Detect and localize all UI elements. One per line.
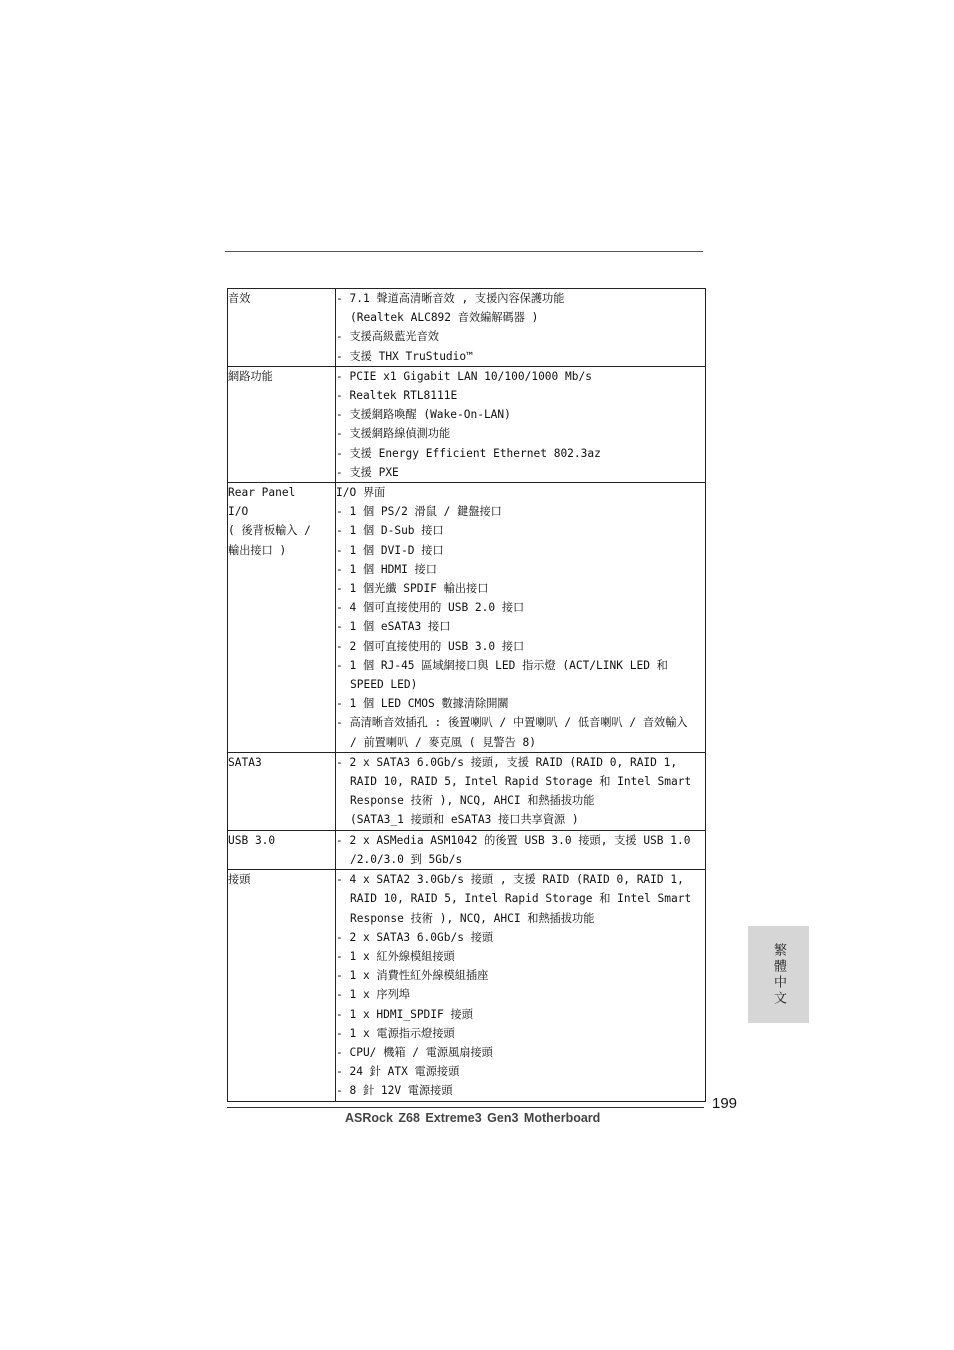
spec-row (228, 366, 706, 482)
footer-title: ASRock Z68 Extreme3 Gen3 Motherboard (345, 1111, 601, 1125)
spec-line: RAID 10, RAID 5, Intel Rapid Storage 和 Intel Smart (350, 892, 692, 906)
spec-line: (SATA3_1 接頭和 eSATA3 接口共享資源 ) (350, 813, 579, 827)
spec-label-cell (228, 366, 336, 482)
spec-line: - 1 個光纖 SPDIF 輸出接口 (336, 582, 489, 596)
language-tab (748, 926, 809, 1023)
spec-line: - 高清晰音效插孔 : 後置喇叭 / 中置喇叭 / 低音喇叭 / 音效輸入 (336, 716, 688, 730)
spec-label-cell (228, 752, 336, 830)
spec-line: - 支援網路喚醒 (Wake-On-LAN) (336, 408, 511, 422)
spec-label-line: USB 3.0 (228, 833, 276, 847)
spec-row (228, 752, 706, 830)
spec-line: - 支援 Energy Efficient Ethernet 802.3az (336, 446, 601, 460)
spec-line: - 1 x 電源指示燈接頭 (336, 1026, 455, 1040)
header-rule (225, 251, 703, 252)
spec-label-line: ( 後背板輸入 / (228, 524, 311, 538)
spec-line: Response 技術 ), NCQ, AHCI 和熱插拔功能 (350, 911, 595, 925)
spec-line: - 1 個 PS/2 滑鼠 / 鍵盤接口 (336, 505, 502, 519)
spec-line: - 2 個可直接使用的 USB 3.0 接口 (336, 639, 525, 653)
spec-content-cell (336, 483, 706, 753)
spec-label-line: 輸出接口 ) (228, 543, 287, 557)
spec-row (228, 289, 706, 367)
spec-line: Response 技術 ), NCQ, AHCI 和熱插拔功能 (350, 794, 595, 808)
spec-line: - 8 針 12V 電源接頭 (336, 1084, 453, 1098)
spec-line: - 支援 THX TruStudio™ (336, 349, 473, 363)
spec-line: I/O 界面 (336, 486, 386, 500)
spec-line: SPEED LED) (350, 678, 418, 692)
spec-line: /2.0/3.0 到 5Gb/s (350, 852, 463, 866)
spec-content-cell (336, 366, 706, 482)
spec-line: - PCIE x1 Gigabit LAN 10/100/1000 Mb/s (336, 369, 592, 383)
spec-line: - 1 個 D-Sub 接口 (336, 524, 444, 538)
spec-line: - 支援高級藍光音效 (336, 330, 439, 344)
spec-label-line: 音效 (228, 292, 251, 305)
language-tab-label: 繁體中文 (771, 942, 786, 1007)
spec-label-cell (228, 289, 336, 367)
spec-label-line: SATA3 (228, 755, 262, 769)
spec-line: - 1 個 HDMI 接口 (336, 562, 437, 576)
spec-line: - 支援網路線偵測功能 (336, 427, 451, 441)
spec-line: - 1 x 消費性紅外線模組插座 (336, 969, 489, 983)
spec-line: - 1 個 RJ-45 區域網接口與 LED 指示燈 (ACT/LINK LED 和 (336, 658, 668, 672)
page-number: 199 (712, 1095, 738, 1112)
footer-rule (227, 1107, 704, 1108)
spec-line: - 1 個 LED CMOS 數據清除開關 (336, 697, 509, 711)
spec-table-body (228, 289, 706, 1102)
spec-line: - Realtek RTL8111E (336, 389, 458, 403)
spec-line: - 1 個 eSATA3 接口 (336, 620, 451, 634)
spec-label-line: 網路功能 (228, 369, 273, 383)
spec-line: - 7.1 聲道高清晰音效 , 支援內容保護功能 (336, 292, 565, 305)
spec-content-cell (336, 289, 706, 367)
spec-table (227, 288, 706, 1102)
spec-line: - 4 個可直接使用的 USB 2.0 接口 (336, 601, 525, 615)
spec-line: - 4 x SATA2 3.0Gb/s 接頭 , 支援 RAID (RAID 0, RAID 1, (336, 873, 684, 887)
spec-line: RAID 10, RAID 5, Intel Rapid Storage 和 Intel Smart (350, 775, 692, 789)
spec-label-cell (228, 870, 336, 1101)
spec-content-cell (336, 870, 706, 1101)
spec-row (228, 870, 706, 1101)
spec-line: / 前置喇叭 / 麥克風 ( 見警告 8) (350, 735, 536, 749)
spec-content-cell (336, 752, 706, 830)
spec-line: - 24 針 ATX 電源接頭 (336, 1065, 460, 1079)
spec-line: - 1 x 序列埠 (336, 988, 410, 1002)
spec-label-line: I/O (228, 505, 249, 519)
spec-label-cell (228, 483, 336, 753)
spec-label-cell (228, 830, 336, 869)
spec-row (228, 830, 706, 869)
spec-line: (Realtek ALC892 音效編解碼器 ) (350, 311, 539, 325)
spec-line: - 1 x HDMI_SPDIF 接頭 (336, 1007, 473, 1021)
spec-line: - 1 個 DVI-D 接口 (336, 543, 444, 557)
spec-label-line: 接頭 (228, 873, 251, 887)
spec-label-line: Rear Panel (228, 486, 296, 500)
spec-line: - 1 x 紅外線模組接頭 (336, 949, 455, 963)
spec-row (228, 483, 706, 753)
spec-line: - 支援 PXE (336, 465, 399, 479)
spec-line: - 2 x SATA3 6.0Gb/s 接頭 (336, 930, 494, 944)
spec-line: - 2 x ASMedia ASM1042 的後置 USB 3.0 接頭, 支援 USB 1.0 (336, 833, 691, 847)
spec-line: - CPU/ 機箱 / 電源風扇接頭 (336, 1045, 493, 1059)
spec-content-cell (336, 830, 706, 869)
spec-line: - 2 x SATA3 6.0Gb/s 接頭, 支援 RAID (RAID 0, RAID 1, (336, 755, 678, 769)
